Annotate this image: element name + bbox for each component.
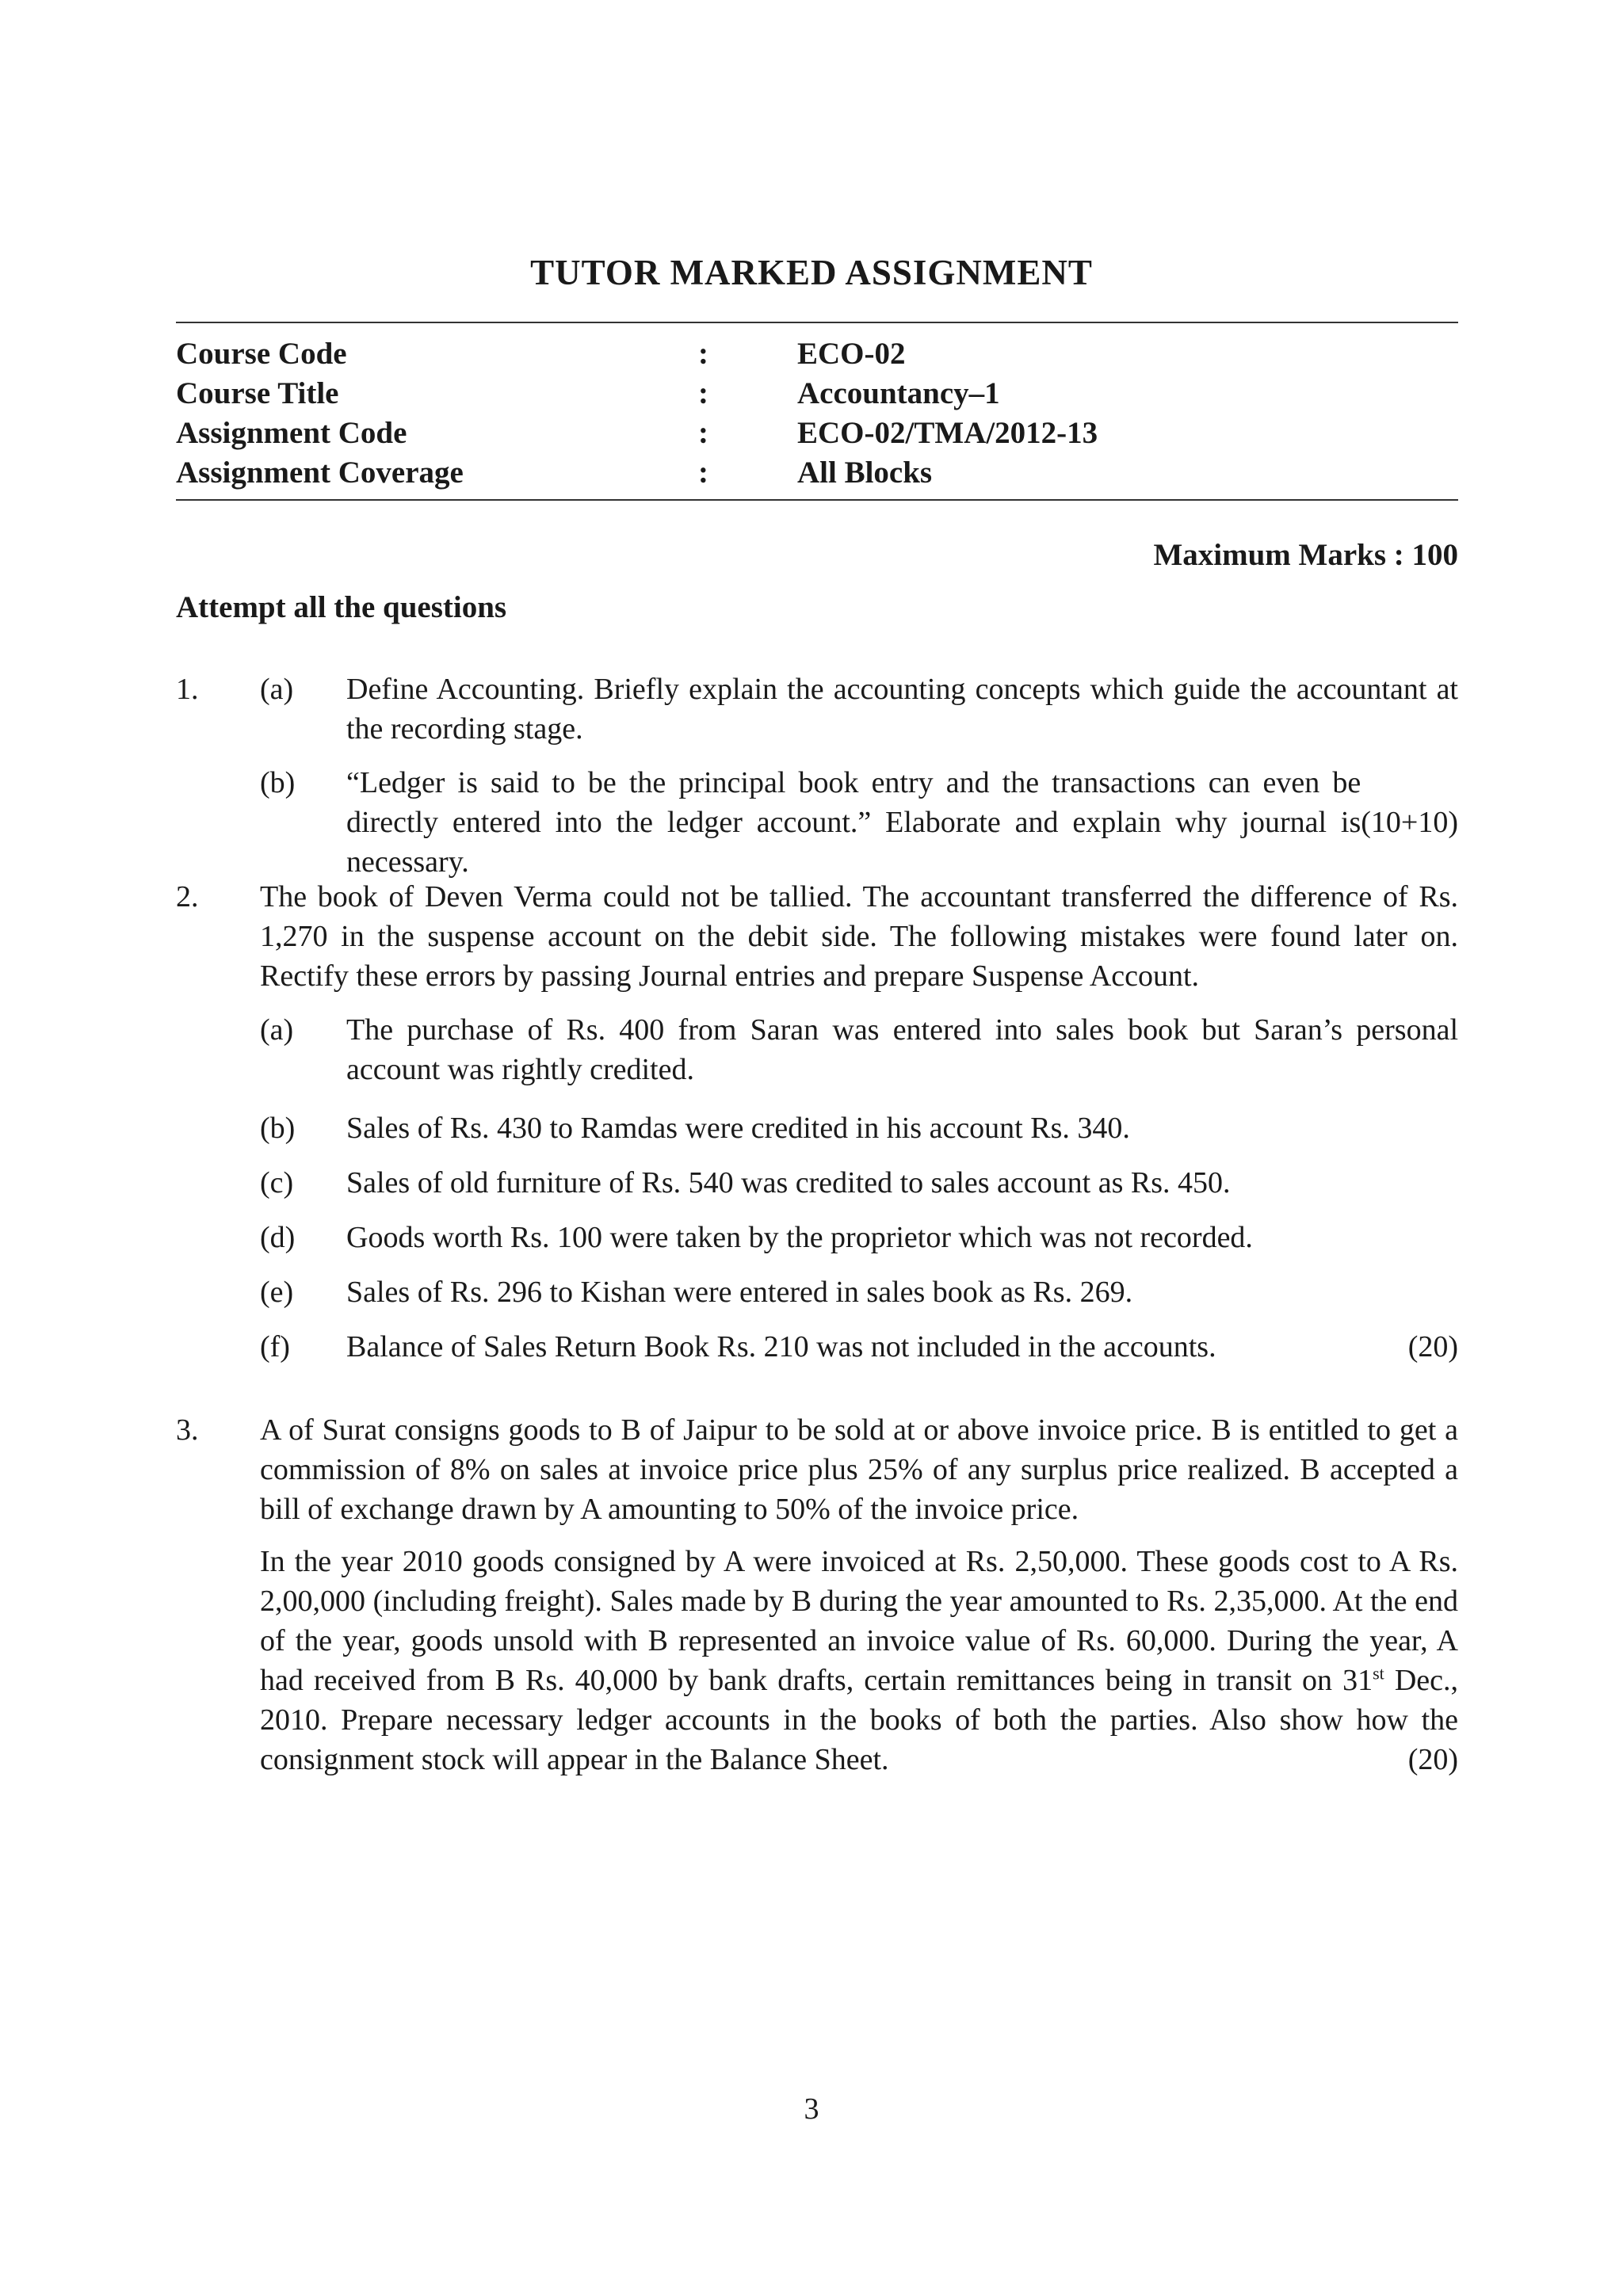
part-text: Balance of Sales Return Book Rs. 210 was not included in the accounts.: [346, 1330, 1216, 1363]
meta-label: Assignment Coverage: [176, 456, 464, 490]
header-bottom-rule: [176, 499, 1458, 501]
part-label: (c): [260, 1166, 294, 1199]
part-label: (d): [260, 1221, 296, 1254]
meta-row-course-title: [176, 376, 1458, 415]
meta-label: Course Code: [176, 337, 347, 371]
part-label: (a): [260, 673, 294, 706]
maximum-marks: Maximum Marks : 100: [1153, 538, 1458, 572]
meta-colon: :: [698, 416, 708, 450]
question-intro: The book of Deven Verma could not be tallied. The accountant transferred the difference of Rs. 1,270 in the suspense account on the debit side. The following mistakes were found later on. Rectify these errors by passing Journal entries and prepare Suspense Account.: [260, 880, 1458, 993]
part-text: Sales of Rs. 296 to Kishan were entered in sales book as Rs. 269.: [346, 1276, 1133, 1309]
marks: (20): [1407, 1330, 1458, 1363]
part-text: Goods worth Rs. 100 were taken by the proprietor which was not recorded.: [346, 1221, 1253, 1254]
meta-label: Assignment Code: [176, 416, 407, 450]
part-label: (a): [260, 1013, 294, 1047]
question-number: 1.: [176, 673, 199, 706]
meta-value: ECO-02/TMA/2012-13: [797, 416, 1098, 450]
paragraph-text: In the year 2010 goods consigned by A were invoiced at Rs. 2,50,000. These goods cost to A Rs. 2,00,000 (including freight). Sales made by B during the year amounted to Rs. 2,35,000. At the end of the year, goods unsold with B represented an invoice value of Rs. 60,000. During the year, A had received from B Rs. 40,000 by bank drafts, certain remittances being in transit on 31: [260, 1545, 1458, 1697]
page-title: TUTOR MARKED ASSIGNMENT: [530, 253, 1093, 292]
meta-label: Course Title: [176, 376, 339, 410]
part-label: (b): [260, 1112, 296, 1145]
meta-value: Accountancy–1: [797, 376, 1000, 410]
instruction: Attempt all the questions: [176, 590, 507, 624]
question-number: 3.: [176, 1413, 199, 1447]
meta-row-assignment-coverage: [176, 455, 1458, 494]
part-text: Sales of old furniture of Rs. 540 was credited to sales account as Rs. 450.: [346, 1166, 1231, 1199]
marks: (20): [1407, 1743, 1458, 1776]
ordinal-suffix: st: [1373, 1663, 1384, 1684]
part-block: [346, 1327, 1458, 1367]
meta-colon: :: [698, 376, 708, 410]
part-text: The purchase of Rs. 400 from Saran was entered into sales book but Saran’s personal account was rightly credited.: [346, 1013, 1458, 1086]
meta-value: ECO-02: [797, 337, 906, 371]
part-text: Sales of Rs. 430 to Ramdas were credited in his account Rs. 340.: [346, 1112, 1130, 1145]
part-label: (e): [260, 1276, 294, 1309]
header-top-rule: [176, 322, 1458, 323]
question-number: 2.: [176, 880, 199, 913]
marks: (10+10): [1361, 806, 1458, 839]
part-label: (b): [260, 766, 296, 799]
page-number: 3: [804, 2092, 819, 2126]
part-block: [346, 763, 1458, 882]
paragraph-text: Dec., 2010. Prepare necessary ledger accounts in the books of both the parties. Also show how the consignment stock will appear in the Balance Sheet.: [260, 1664, 1458, 1776]
meta-row-assignment-code: [176, 415, 1458, 455]
part-text: Define Accounting. Briefly explain the accounting concepts which guide the accountant at the recording stage.: [346, 673, 1458, 746]
meta-row-course-code: [176, 336, 1458, 376]
question-paragraph: [260, 1542, 1458, 1779]
meta-colon: :: [698, 456, 708, 490]
meta-value: All Blocks: [797, 456, 933, 490]
part-text: “Ledger is said to be the principal book entry and the transactions can even be directly entered into the ledger account.” Elaborate and explain why journal is necessary.: [346, 766, 1361, 879]
meta-colon: :: [698, 337, 708, 371]
part-label: (f): [260, 1330, 290, 1363]
question-paragraph: A of Surat consigns goods to B of Jaipur to be sold at or above invoice price. B is entitled to get a commission of 8% on sales at invoice price plus 25% of any surplus price realized. B accepted a bill of exchange drawn by A amounting to 50% of the invoice price.: [260, 1413, 1458, 1526]
